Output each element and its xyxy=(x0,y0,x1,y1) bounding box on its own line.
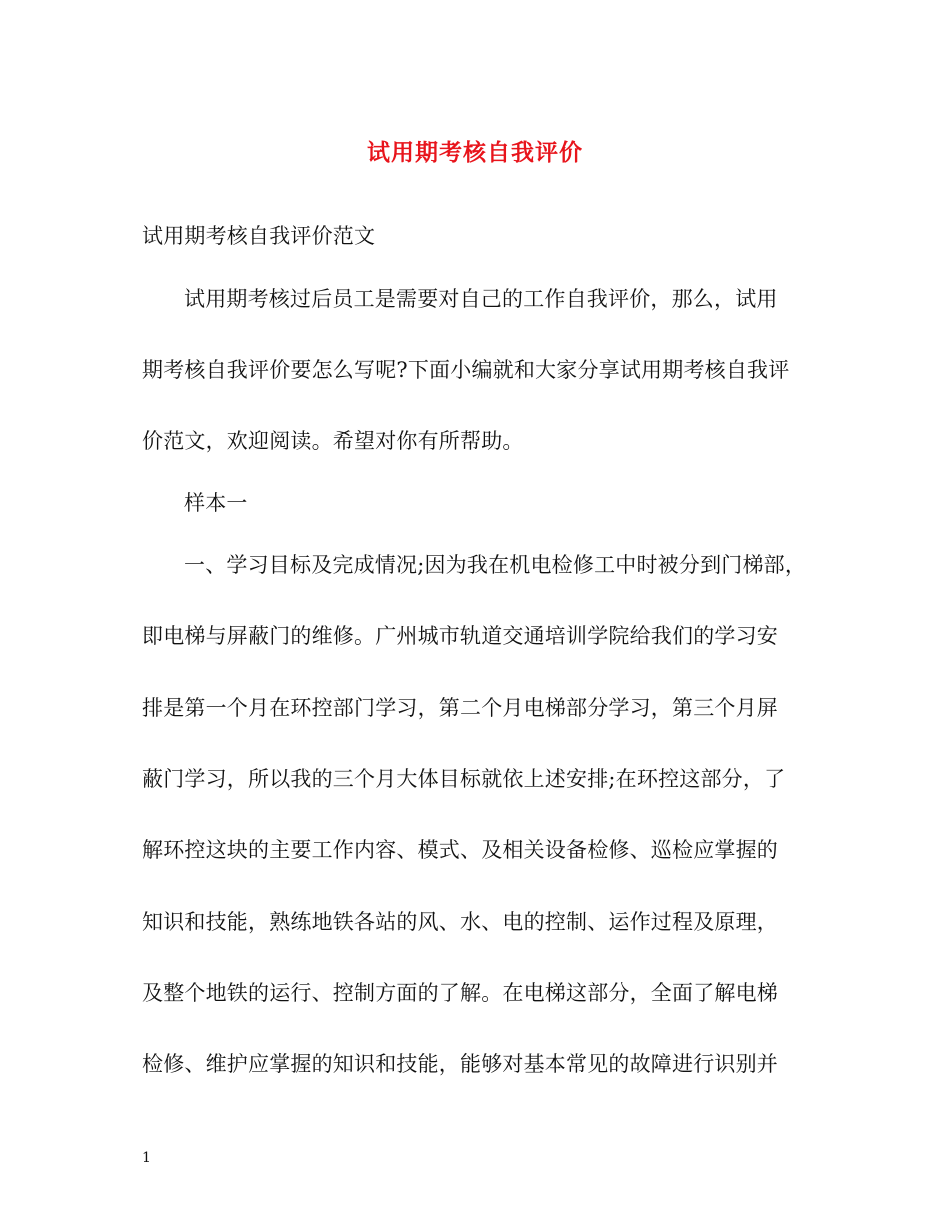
section-heading: 样本一 xyxy=(184,491,248,515)
paragraph-line: 排是第一个月在环控部门学习，第二个月电梯部分学习，第三个月屏 xyxy=(142,696,778,720)
paragraph-line: 期考核自我评价要怎么写呢?下面小编就和大家分享试用期考核自我评 xyxy=(142,358,790,382)
paragraph-line: 及整个地铁的运行、控制方面的了解。在电梯这部分，全面了解电梯 xyxy=(142,981,778,1005)
document-title: 试用期考核自我评价 xyxy=(367,139,583,166)
paragraph-line: 检修、维护应掌握的知识和技能，能够对基本常见的故障进行识别并 xyxy=(142,1052,778,1076)
paragraph-line: 试用期考核过后员工是需要对自己的工作自我评价，那么，试用 xyxy=(184,287,778,311)
document-subtitle: 试用期考核自我评价范文 xyxy=(142,224,376,248)
paragraph-line: 知识和技能，熟练地铁各站的风、水、电的控制、运作过程及原理， xyxy=(142,910,778,934)
page-number: 1 xyxy=(142,1150,151,1166)
paragraph-line: 一、学习目标及完成情况;因为我在机电检修工中时被分到门梯部， xyxy=(184,553,807,577)
paragraph-line: 价范文，欢迎阅读。希望对你有所帮助。 xyxy=(142,429,524,453)
paragraph-line: 解环控这块的主要工作内容、模式、及相关设备检修、巡检应掌握的 xyxy=(142,838,778,862)
paragraph-line: 即电梯与屏蔽门的维修。广州城市轨道交通培训学院给我们的学习安 xyxy=(142,624,778,648)
paragraph-line: 蔽门学习，所以我的三个月大体目标就依上述安排;在环控这部分，了 xyxy=(142,767,786,791)
